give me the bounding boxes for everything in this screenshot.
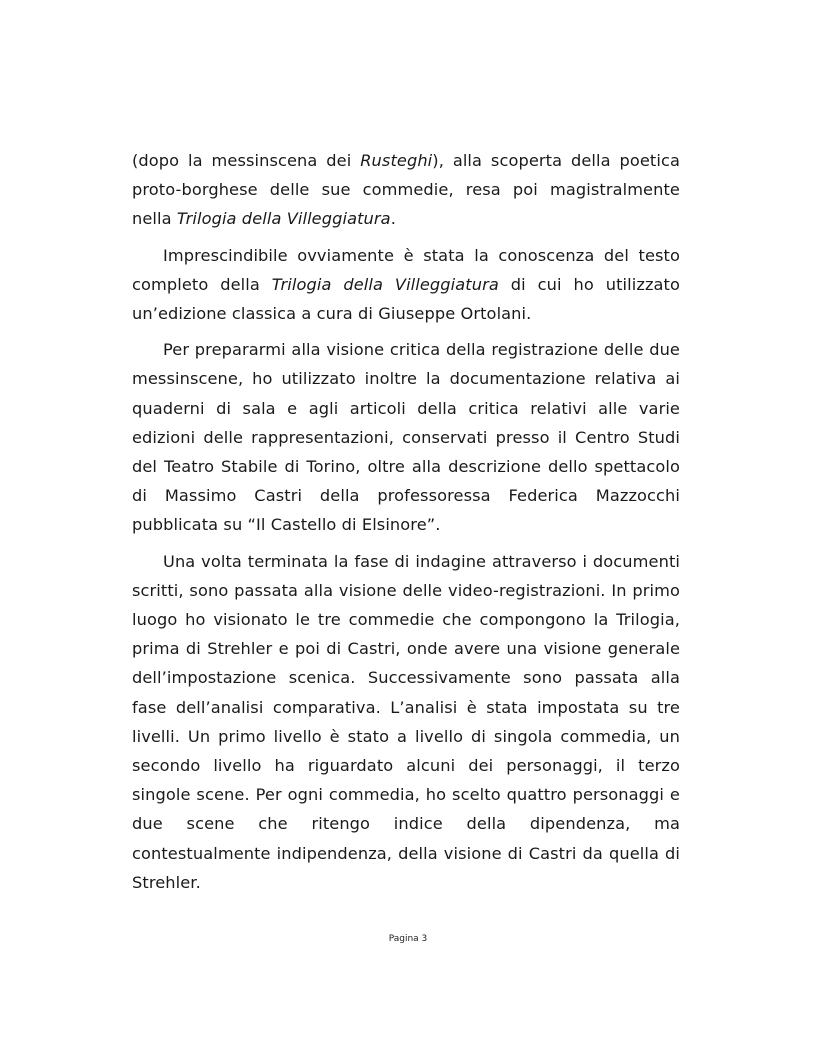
text-segment: Per prepararmi alla visione critica della registrazione delle due messinscene, ho utilizzato inoltre la documentazione relativa ai quaderni di sala e agli articoli della critica relativi alle varie edizioni delle rappresentazioni, conservati presso il Centro Studi del Teatro Stabile di Torino, oltre alla descrizione dello spettacolo di Massimo Castri della professoressa Federica Mazzocchi pubblicata su “Il Castello di Elsinore”. [132,340,680,535]
page-body [132,146,680,904]
paragraph-3 [132,335,680,539]
text-segment: (dopo la messinscena dei [132,151,361,170]
paragraph-4 [132,547,680,897]
page-number: Pagina 3 [388,934,428,944]
text-segment-italic: Trilogia della Villeggiatura [176,209,391,229]
text-segment-italic: Trilogia della Villeggiatura [271,274,499,294]
text-segment-italic: Rusteghi [360,151,433,170]
text-segment: Imprescindibile ovviamente è stata la conoscenza del testo completo della [132,245,680,294]
text-segment: ), alla scoperta della poetica proto-borghese delle sue commedie, resa poi magistralmente nella [132,151,680,229]
text-segment: Una volta terminata la fase di indagine attraverso i documenti scritti, sono passata alla visione delle video-registrazioni. In primo luogo ho visionato le tre commedie che compongono la Trilogia, prima di Strehler e poi di Castri, onde avere una visione generale dell’impostazione scenica. Successivamente sono passata alla fase dell’analisi comparativa. L’analisi è stata impostata su tre livelli. Un primo livello è stato a livello di singola commedia, un secondo livello ha riguardato alcuni dei personaggi, il terzo singole scene. Per ogni commedia, ho scelto quattro personaggi e due scene che ritengo indice della dipendenza, ma contestualmente indipendenza, della visione di Castri da quella di Strehler. [132,551,680,892]
text-segment: . [390,209,396,229]
paragraph-2 [132,241,680,329]
text-segment: di cui ho utilizzato un’edizione classica a cura di Giuseppe Ortolani. [132,274,681,324]
paragraph-1 [132,146,680,234]
page-footer [0,934,816,944]
